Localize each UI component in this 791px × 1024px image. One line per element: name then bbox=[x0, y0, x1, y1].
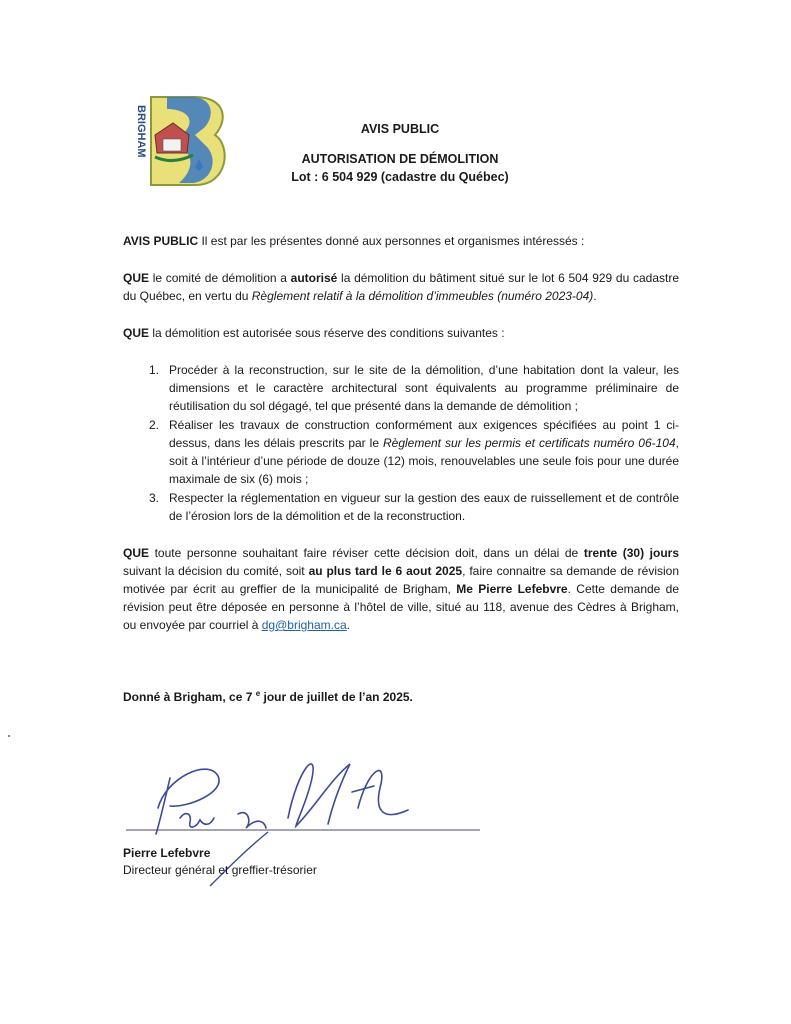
conditions-intro: QUE la démolition est autorisée sous réserve des conditions suivantes : bbox=[123, 326, 505, 340]
review-paragraph: QUE toute personne souhaitant faire réviser cette décision doit, dans un délai de trente (30) jours suivant la décision du comité, soit au plus tard le 6 aout 2025, faire connaitre sa demande de révision motivée par écrit au greffier de la municipalité de Brigham, Me Pierre Lefebvre. Cette demande de révision peut être déposée en personne à l’hôtel de ville, situé au 118, avenue des Cèdres à Brigham, ou envoyée par courriel à dg@brigham.ca. bbox=[123, 546, 680, 632]
signer-role: Directeur général et greffier-trésorier bbox=[123, 863, 317, 877]
logo-letters: BRIGHAM bbox=[135, 105, 147, 158]
decision-paragraph: QUE le comité de démolition a autorisé la démolition du bâtiment situé sur le lot 6 504 929 du cadastre du Québec, en vertu du Règlement relatif à la démolition d’immeubles (numéro 2023-04). bbox=[123, 271, 680, 303]
conditions-list bbox=[123, 361, 679, 525]
signer-name: Pierre Lefebvre bbox=[123, 846, 211, 860]
signer-block bbox=[123, 845, 317, 879]
list-item: 3. Respecter la réglementation en vigueur sur la gestion des eaux de ruissellement et de contrôle de l’érosion lors de la démolition et de la reconstruction. bbox=[149, 491, 679, 523]
email-link[interactable]: dg@brigham.ca bbox=[261, 618, 347, 632]
scan-speck bbox=[8, 735, 10, 737]
notice-body bbox=[123, 232, 679, 653]
signed-date: Donné à Brigham, ce 7 $^e$ jour de juillet de l’an 2025. bbox=[123, 689, 413, 704]
list-item: 2. Réaliser les travaux de construction conformément aux exigences spécifiées au point 1 ci-dessus, dans les délais prescrits par le Règlement sur les permis et certificats numéro 06-104, soit à l’intérieur d’une période de douze (12) mois, renouvelables une seule fois pour une durée maximale de six (6) mois ; bbox=[149, 418, 679, 486]
notice-subject: AUTORISATION DE DÉMOLITION bbox=[301, 152, 499, 166]
brigham-logo bbox=[133, 95, 231, 187]
notice-lot: Lot : 6 504 929 (cadastre du Québec) bbox=[291, 170, 509, 184]
intro-paragraph: AVIS PUBLIC Il est par les présentes donné aux personnes et organismes intéressés : bbox=[123, 234, 585, 248]
notice-title: AVIS PUBLIC bbox=[360, 122, 440, 136]
list-item: 1. Procéder à la reconstruction, sur le site de la démolition, d’une habitation dont la valeur, les dimensions et le caractère architectural sont équivalents au programme préliminaire de réutilisation du sol dégagé, tel que présenté dans la demande de démolition ; bbox=[149, 363, 679, 413]
notice-header bbox=[240, 120, 560, 186]
